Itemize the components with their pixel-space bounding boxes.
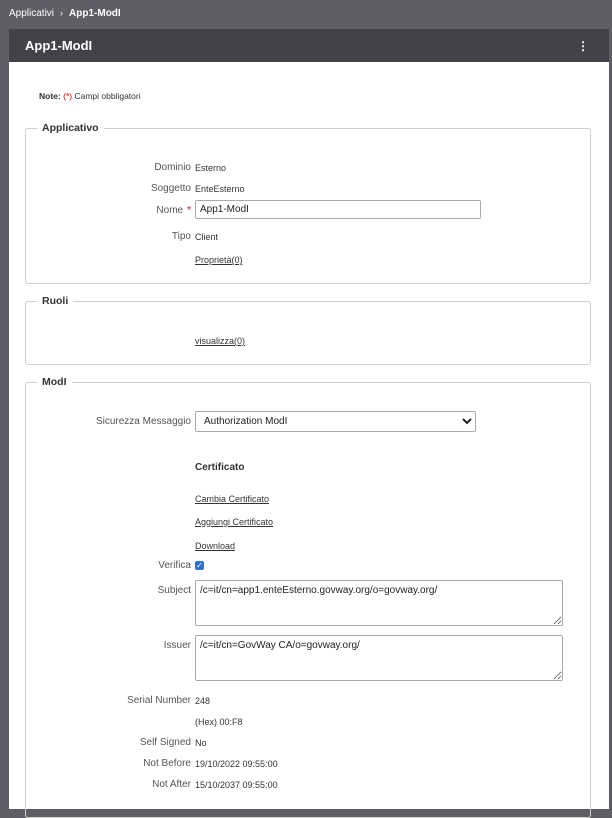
verifica-label: Verifica	[158, 560, 191, 571]
nome-row	[26, 203, 590, 219]
aggiungi-certificato-link[interactable]: Aggiungi Certificato	[195, 517, 274, 527]
sicurezza-messaggio-select[interactable]	[195, 411, 476, 432]
more-menu-icon[interactable]: ⋮	[577, 38, 589, 53]
nome-input[interactable]	[195, 200, 481, 219]
applicativo-section	[25, 122, 591, 284]
subject-textarea[interactable]	[195, 580, 563, 626]
tipo-row	[26, 229, 590, 245]
modi-legend: ModI	[42, 376, 67, 388]
self-signed-row	[26, 735, 590, 751]
verifica-row	[26, 558, 590, 574]
ruoli-legend: Ruoli	[42, 295, 69, 307]
visualizza-row	[26, 333, 590, 349]
visualizza-ruoli-link[interactable]: visualizza(0)	[195, 336, 246, 346]
note-prefix: Note:	[39, 91, 61, 101]
soggetto-value: EnteEsterno	[195, 184, 245, 194]
serial-label: Serial Number	[127, 695, 191, 706]
soggetto-row	[26, 181, 590, 197]
cambia-row	[26, 491, 590, 507]
aggiungi-row	[26, 514, 590, 530]
breadcrumb-parent-link[interactable]: Applicativi	[9, 7, 55, 19]
required-asterisk: *	[187, 205, 191, 216]
note-asterisk: (*)	[63, 91, 73, 101]
certificato-heading: Certificato	[195, 462, 245, 473]
serial-value: 248	[195, 696, 211, 706]
tipo-label: Tipo	[171, 231, 191, 242]
page-title: App1-ModI	[25, 38, 93, 53]
not-before-row	[26, 756, 590, 772]
not-after-value: 15/10/2037 09:55:00	[195, 780, 278, 790]
not-after-row	[26, 777, 590, 793]
download-row	[26, 538, 590, 554]
serial-row	[26, 693, 590, 709]
nome-label	[156, 203, 191, 219]
proprieta-row	[26, 252, 590, 268]
nome-label-text: Nome	[156, 205, 184, 216]
tipo-value: Client	[195, 232, 219, 242]
not-before-value: 19/10/2022 09:55:00	[195, 759, 278, 769]
cambia-certificato-link[interactable]: Cambia Certificato	[195, 494, 270, 504]
sicurezza-label: Sicurezza Messaggio	[95, 416, 191, 427]
issuer-textarea[interactable]	[195, 635, 563, 681]
verifica-checkbox[interactable]: ✓	[196, 561, 203, 570]
subject-label: Subject	[157, 585, 191, 596]
breadcrumb-current: App1-ModI	[69, 7, 121, 19]
not-after-label: Not After	[152, 779, 191, 790]
sicurezza-row	[26, 414, 590, 430]
self-signed-label: Self Signed	[139, 737, 191, 748]
main-panel	[9, 29, 609, 809]
issuer-label: Issuer	[163, 640, 191, 651]
dominio-row	[26, 160, 590, 176]
dominio-label: Dominio	[154, 162, 191, 173]
not-before-label: Not Before	[143, 758, 191, 769]
applicativo-legend: Applicativo	[42, 122, 99, 134]
proprieta-link[interactable]: Proprietà(0)	[195, 255, 243, 265]
note-text: Campi obbligatori	[74, 91, 141, 101]
panel-header	[9, 29, 609, 62]
download-link[interactable]: Download	[195, 541, 236, 551]
soggetto-label: Soggetto	[150, 183, 191, 194]
dominio-value: Esterno	[195, 163, 227, 173]
ruoli-section	[25, 295, 591, 365]
serial-hex-value: (Hex) 00:F8	[195, 717, 243, 727]
subject-row	[26, 583, 590, 599]
breadcrumb	[9, 6, 121, 20]
issuer-row	[26, 638, 590, 654]
self-signed-value: No	[195, 738, 207, 748]
required-note	[39, 91, 141, 101]
chevron-right-icon: ›	[60, 8, 64, 18]
modi-section	[25, 376, 591, 818]
serial-hex-row	[26, 714, 590, 730]
